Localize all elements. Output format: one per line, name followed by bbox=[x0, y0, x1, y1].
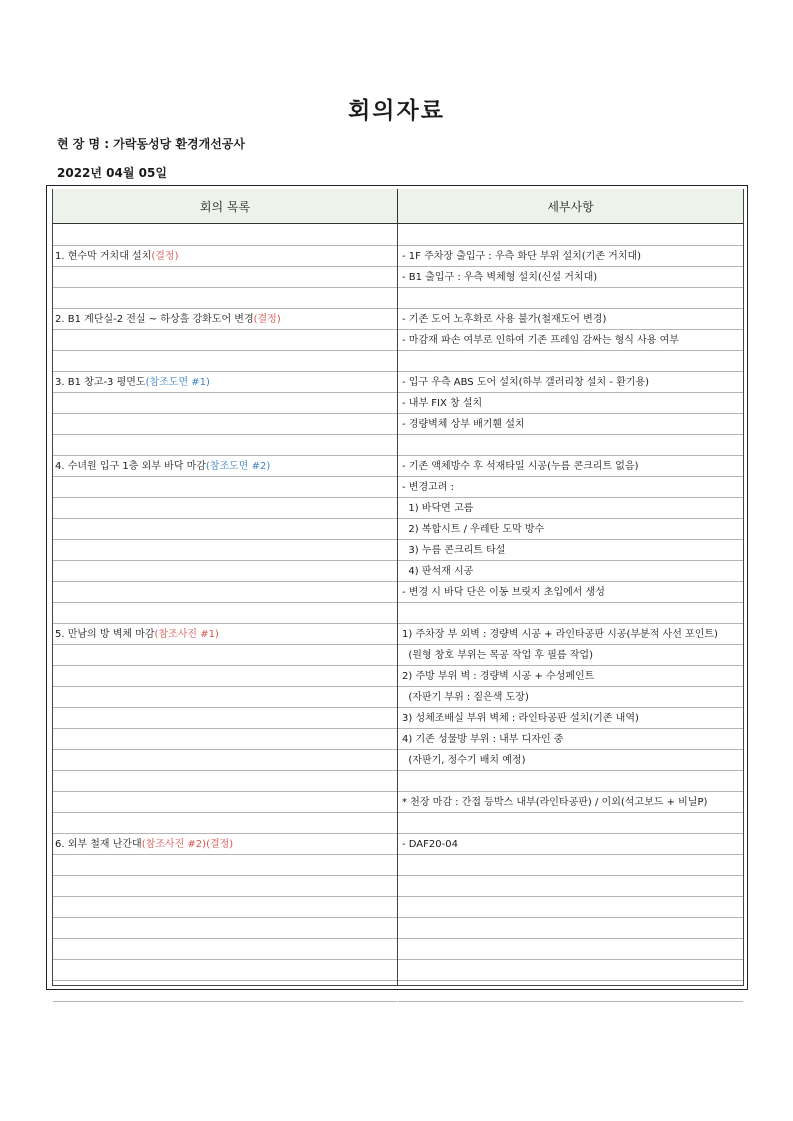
agenda-cell bbox=[53, 687, 397, 708]
agenda-cell bbox=[53, 540, 397, 561]
agenda-cell bbox=[53, 582, 397, 603]
detail-cell bbox=[398, 960, 743, 981]
cell-text: 1. 현수막 거치대 설치 bbox=[55, 251, 152, 262]
cell-text: - 입구 우측 ABS 도어 설치(하부 갤러리창 설치 - 환기용) bbox=[402, 377, 650, 388]
detail-cell bbox=[398, 666, 743, 687]
agenda-cell bbox=[53, 666, 397, 687]
detail-cell bbox=[398, 771, 743, 792]
agenda-cell bbox=[53, 330, 397, 351]
cell-text: - 변경고려 : bbox=[402, 482, 454, 493]
cell-text: - B1 출입구 : 우측 벽체형 설치(신설 거치대) bbox=[402, 272, 598, 283]
agenda-cell bbox=[53, 918, 397, 939]
detail-cell bbox=[398, 624, 743, 645]
detail-cell bbox=[398, 939, 743, 960]
detail-cell bbox=[398, 582, 743, 603]
cell-text: - 1F 주차장 출입구 : 우측 화단 부위 설치(기존 거치대) bbox=[402, 251, 642, 262]
detail-cell bbox=[398, 792, 743, 813]
detail-cell bbox=[398, 729, 743, 750]
cell-text: - DAF20-04 bbox=[402, 839, 458, 850]
detail-cell bbox=[398, 456, 743, 477]
agenda-cell bbox=[53, 855, 397, 876]
agenda-cell bbox=[53, 834, 397, 855]
cell-text: - 기존 액체방수 후 석재타일 시공(누름 콘크리트 없음) bbox=[402, 461, 639, 472]
agenda-cell bbox=[53, 267, 397, 288]
detail-cell bbox=[398, 372, 743, 393]
agenda-cell bbox=[53, 603, 397, 624]
agenda-cell bbox=[53, 792, 397, 813]
cell-text: - 경량벽체 상부 배기휀 설치 bbox=[402, 419, 525, 430]
agenda-cell bbox=[53, 225, 397, 246]
detail-cell bbox=[398, 225, 743, 246]
reference-note: (결정) bbox=[253, 314, 281, 325]
header-details: 세부사항 bbox=[398, 189, 743, 224]
detail-cell bbox=[398, 351, 743, 372]
cell-text: - 마감재 파손 여부로 인하여 기존 프레임 감싸는 형식 사용 여부 bbox=[402, 335, 679, 346]
cell-text: 2) 복합시트 / 우레탄 도막 방수 bbox=[402, 524, 545, 535]
detail-cell bbox=[398, 813, 743, 834]
detail-cell bbox=[398, 876, 743, 897]
agenda-cell bbox=[53, 708, 397, 729]
agenda-cell bbox=[53, 561, 397, 582]
agenda-cell bbox=[53, 729, 397, 750]
agenda-cell bbox=[53, 393, 397, 414]
detail-cell bbox=[398, 603, 743, 624]
reference-note: (참조도면 #2) bbox=[205, 461, 271, 472]
cell-text: (원형 창호 부위는 목공 작업 후 필름 작업) bbox=[402, 650, 593, 661]
cell-text: (자판기 부위 : 짙은색 도장) bbox=[402, 692, 529, 703]
detail-cell bbox=[398, 498, 743, 519]
detail-cell bbox=[398, 414, 743, 435]
detail-cell bbox=[398, 393, 743, 414]
agenda-cell bbox=[53, 939, 397, 960]
agenda-cell bbox=[53, 897, 397, 918]
detail-cell bbox=[398, 561, 743, 582]
cell-text: - 내부 FIX 창 설치 bbox=[402, 398, 483, 409]
header-agenda: 회의 목록 bbox=[53, 189, 398, 224]
site-name: 현 장 명 : 가락동성당 환경개선공사 bbox=[57, 137, 245, 151]
cell-text: 4) 기존 성물방 부위 : 내부 디자인 중 bbox=[402, 734, 564, 745]
agenda-cell bbox=[53, 813, 397, 834]
detail-cell bbox=[398, 897, 743, 918]
cell-text: - 기존 도어 노후화로 사용 불가(철재도어 변경) bbox=[402, 314, 607, 325]
cell-text: 5. 만남의 방 벽체 마감 bbox=[55, 629, 155, 640]
reference-note: (참조사진 #2)(결정) bbox=[141, 839, 234, 850]
cell-text: 6. 외부 철재 난간대 bbox=[55, 839, 142, 850]
cell-text: 1) 바닥면 고름 bbox=[402, 503, 474, 514]
detail-cell bbox=[398, 918, 743, 939]
cell-text: * 천장 마감 : 간접 등박스 내부(라인타공판) / 이외(석고보드 + 비닐P) bbox=[402, 797, 708, 808]
detail-cell bbox=[398, 288, 743, 309]
agenda-cell bbox=[53, 498, 397, 519]
detail-cell bbox=[398, 687, 743, 708]
meeting-date: 2022년 04월 05일 bbox=[57, 166, 167, 180]
reference-note: (참조사진 #1) bbox=[154, 629, 219, 640]
detail-cell bbox=[398, 834, 743, 855]
detail-cell bbox=[398, 246, 743, 267]
detail-cell bbox=[398, 540, 743, 561]
detail-cell bbox=[398, 981, 743, 1002]
detail-cell bbox=[398, 309, 743, 330]
agenda-cell bbox=[53, 519, 397, 540]
reference-note: (참조도면 #1) bbox=[145, 377, 210, 388]
agenda-cell bbox=[53, 645, 397, 666]
agenda-cell bbox=[53, 981, 397, 1002]
agenda-cell bbox=[53, 624, 397, 645]
agenda-cell bbox=[53, 309, 397, 330]
detail-cell bbox=[398, 519, 743, 540]
agenda-cell bbox=[53, 960, 397, 981]
agenda-cell bbox=[53, 246, 397, 267]
agenda-cell bbox=[53, 750, 397, 771]
agenda-cell bbox=[53, 876, 397, 897]
agenda-cell bbox=[53, 477, 397, 498]
detail-cell bbox=[398, 645, 743, 666]
agenda-cell bbox=[53, 414, 397, 435]
document-title: 회의자료 bbox=[348, 98, 445, 124]
agenda-cell bbox=[53, 372, 397, 393]
cell-text: 1) 주차장 부 외벽 : 경량벽 시공 + 라인타공판 시공(부분적 사선 포인트) bbox=[402, 629, 718, 640]
cell-text: 3) 누름 콘크리트 타설 bbox=[402, 545, 506, 556]
reference-note: (결정) bbox=[151, 251, 179, 262]
agenda-cell bbox=[53, 771, 397, 792]
agenda-cell bbox=[53, 288, 397, 309]
cell-text: 3) 성체조배실 부위 벽체 : 라인타공판 설치(기존 내역) bbox=[402, 713, 639, 724]
detail-cell bbox=[398, 267, 743, 288]
cell-text: (자판기, 정수기 배치 예정) bbox=[402, 755, 526, 766]
detail-cell bbox=[398, 330, 743, 351]
cell-text: - 변경 시 바닥 단은 이동 브릿지 초입에서 생성 bbox=[402, 587, 605, 598]
agenda-cell bbox=[53, 351, 397, 372]
cell-text: 3. B1 창고-3 평면도 bbox=[55, 377, 146, 388]
detail-cell bbox=[398, 855, 743, 876]
cell-text: 4) 판석재 시공 bbox=[402, 566, 474, 577]
cell-text: 4. 수녀원 입구 1층 외부 바닥 마감 bbox=[55, 461, 206, 472]
agenda-cell bbox=[53, 456, 397, 477]
detail-cell bbox=[398, 477, 743, 498]
detail-cell bbox=[398, 750, 743, 771]
detail-cell bbox=[398, 435, 743, 456]
cell-text: 2. B1 계단실-2 전실 ~ 하상흘 강화도어 변경 bbox=[55, 314, 254, 325]
cell-text: 2) 주방 부위 벽 : 경량벽 시공 + 수성페인트 bbox=[402, 671, 595, 682]
agenda-cell bbox=[53, 435, 397, 456]
detail-cell bbox=[398, 708, 743, 729]
